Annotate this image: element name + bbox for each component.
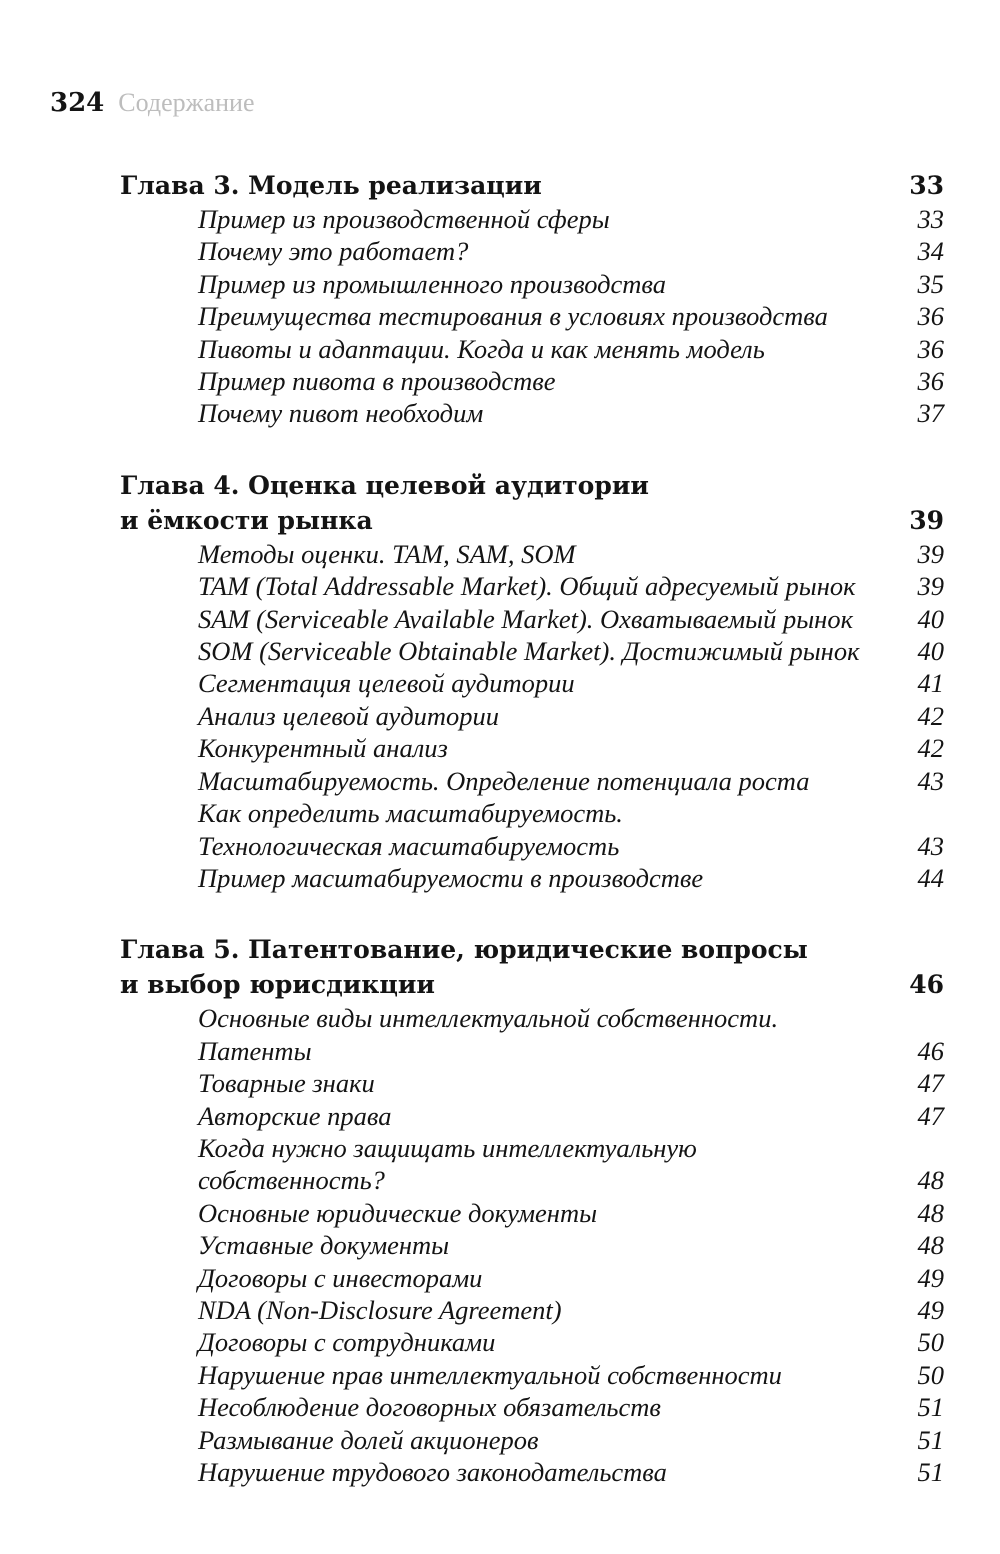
chapter-title: Глава 3. Модель реализации — [120, 171, 542, 200]
toc-entry — [120, 1067, 944, 1099]
toc-entry-page-number: 42 — [917, 733, 944, 764]
toc-entry-page-number: 44 — [917, 862, 944, 893]
toc-entry-page-number: 48 — [917, 1165, 944, 1196]
toc-entry-title: Пример из производственной сферы — [198, 204, 610, 234]
toc-entry-title: Пивоты и адаптации. Когда и как менять модель — [198, 333, 765, 364]
toc-entry — [120, 570, 944, 602]
toc-entry — [120, 365, 944, 397]
page-number: 324 — [50, 88, 105, 118]
toc-entry-page-number: 43 — [917, 765, 944, 796]
toc-entry — [120, 1294, 944, 1326]
toc-entry — [120, 667, 944, 699]
toc-entry — [120, 862, 944, 894]
chapter-title: Глава 5. Патентование, юридические вопросы и выбор юрисдикции — [120, 935, 808, 1000]
chapter-title: Глава 4. Оценка целевой аудитории и ёмкости рынка — [120, 470, 649, 535]
toc-entry-page-number: 39 — [917, 571, 944, 602]
toc-entry-title: Методы оценки. TAM, SAM, SOM — [198, 538, 576, 569]
toc-entry-page-number: 51 — [917, 1424, 944, 1455]
toc-entry-page-number: 46 — [917, 1035, 944, 1066]
chapter-section — [120, 168, 944, 430]
toc-entry — [120, 1262, 944, 1294]
toc-entry-title: Основные виды интеллектуальной собственности. Патенты — [198, 1003, 779, 1066]
toc-entry-list — [120, 203, 944, 430]
toc-entry-page-number: 47 — [917, 1100, 944, 1131]
toc-entry-title: Договоры с сотрудниками — [198, 1327, 496, 1358]
toc-entry-list — [120, 1002, 944, 1488]
toc-entry-title: Уставные документы — [198, 1230, 450, 1261]
toc-entry-title: Почему пивот необходим — [198, 398, 484, 429]
toc-entry — [120, 1229, 944, 1261]
table-of-contents — [120, 168, 944, 1526]
toc-entry-title: Когда нужно защищать интеллектуальную собственность? — [198, 1132, 697, 1196]
toc-entry-page-number: 51 — [917, 1392, 944, 1423]
toc-entry-page-number: 49 — [917, 1294, 944, 1325]
toc-entry-page-number: 40 — [917, 636, 944, 667]
toc-entry-title: NDA (Non-Disclosure Agreement) — [198, 1294, 562, 1325]
toc-entry-page-number: 36 — [917, 366, 944, 397]
toc-entry-title: Сегментация целевой аудитории — [198, 668, 575, 699]
toc-entry-title: Пример пивота в производстве — [198, 366, 556, 397]
toc-entry-title: Преимущества тестирования в условиях производства — [198, 301, 828, 332]
toc-entry — [120, 1132, 944, 1197]
toc-entry — [120, 1424, 944, 1456]
toc-entry-title: TAM (Total Addressable Market). Общий адресуемый рынок — [198, 571, 856, 602]
toc-entry — [120, 397, 944, 429]
toc-entry — [120, 1359, 944, 1391]
toc-entry-page-number: 35 — [917, 268, 944, 299]
chapter-section — [120, 932, 944, 1488]
running-head — [50, 88, 255, 118]
toc-entry — [120, 1197, 944, 1229]
toc-entry-title: SAM (Serviceable Available Market). Охватываемый рынок — [198, 603, 853, 634]
toc-entry — [120, 1100, 944, 1132]
toc-entry-page-number: 33 — [917, 204, 944, 234]
toc-entry-page-number: 48 — [917, 1197, 944, 1228]
toc-entry-page-number: 34 — [917, 236, 944, 267]
toc-entry-page-number: 43 — [917, 830, 944, 861]
toc-entry-page-number: 47 — [917, 1068, 944, 1099]
toc-entry-title: Масштабируемость. Определение потенциала роста — [198, 765, 810, 796]
chapter-page-number: 46 — [909, 970, 944, 1000]
chapter-heading — [120, 168, 944, 203]
toc-entry-title: Анализ целевой аудитории — [198, 700, 499, 731]
toc-entry — [120, 538, 944, 570]
chapter-heading — [120, 932, 944, 1002]
chapter-page-number: 39 — [909, 505, 944, 535]
toc-entry-title: Нарушение трудового законодательства — [198, 1457, 667, 1487]
toc-entry — [120, 765, 944, 797]
toc-entry-title: Конкурентный анализ — [198, 733, 448, 764]
toc-entry-page-number: 41 — [917, 668, 944, 699]
toc-entry — [120, 1456, 944, 1488]
running-head-title: Содержание — [118, 88, 255, 117]
toc-entry-title: Товарные знаки — [198, 1068, 375, 1099]
toc-entry — [120, 1391, 944, 1423]
toc-entry-page-number: 49 — [917, 1262, 944, 1293]
toc-entry-page-number: 50 — [917, 1359, 944, 1390]
toc-entry — [120, 235, 944, 267]
toc-entry — [120, 700, 944, 732]
toc-entry — [120, 1002, 944, 1067]
toc-entry-page-number: 39 — [917, 538, 944, 569]
toc-entry-page-number: 48 — [917, 1230, 944, 1261]
toc-entry-page-number: 50 — [917, 1327, 944, 1358]
toc-entry — [120, 635, 944, 667]
toc-entry-page-number: 36 — [917, 333, 944, 364]
toc-entry-title: Почему это работает? — [198, 236, 469, 267]
toc-entry-page-number: 42 — [917, 700, 944, 731]
toc-entry — [120, 603, 944, 635]
toc-entry-title: Нарушение прав интеллектуальной собственности — [198, 1359, 782, 1390]
toc-entry-page-number: 36 — [917, 301, 944, 332]
toc-entry-title: Несоблюдение договорных обязательств — [198, 1392, 661, 1423]
toc-entry-page-number: 37 — [917, 398, 944, 429]
toc-entry-page-number: 40 — [917, 603, 944, 634]
toc-entry — [120, 300, 944, 332]
toc-entry-page-number: 51 — [917, 1457, 944, 1487]
chapter-page-number: 33 — [909, 171, 944, 200]
chapter-heading — [120, 468, 944, 538]
toc-entry — [120, 268, 944, 300]
toc-entry-title: Авторские права — [198, 1100, 392, 1131]
toc-entry-title: Основные юридические документы — [198, 1197, 598, 1228]
toc-entry — [120, 732, 944, 764]
toc-entry — [120, 797, 944, 862]
toc-entry-title: Как определить масштабируемость. Технологическая масштабируемость — [198, 798, 623, 861]
toc-entry-title: Договоры с инвесторами — [198, 1262, 483, 1293]
toc-entry — [120, 203, 944, 235]
toc-entry-title: Размывание долей акционеров — [198, 1424, 539, 1455]
toc-entry-title: SOM (Serviceable Obtainable Market). Достижимый рынок — [198, 636, 860, 667]
toc-entry — [120, 1326, 944, 1358]
toc-entry-title: Пример масштабируемости в производстве — [198, 862, 704, 893]
toc-entry-list — [120, 538, 944, 894]
toc-entry — [120, 333, 944, 365]
chapter-section — [120, 468, 944, 894]
toc-entry-title: Пример из промышленного производства — [198, 268, 667, 299]
